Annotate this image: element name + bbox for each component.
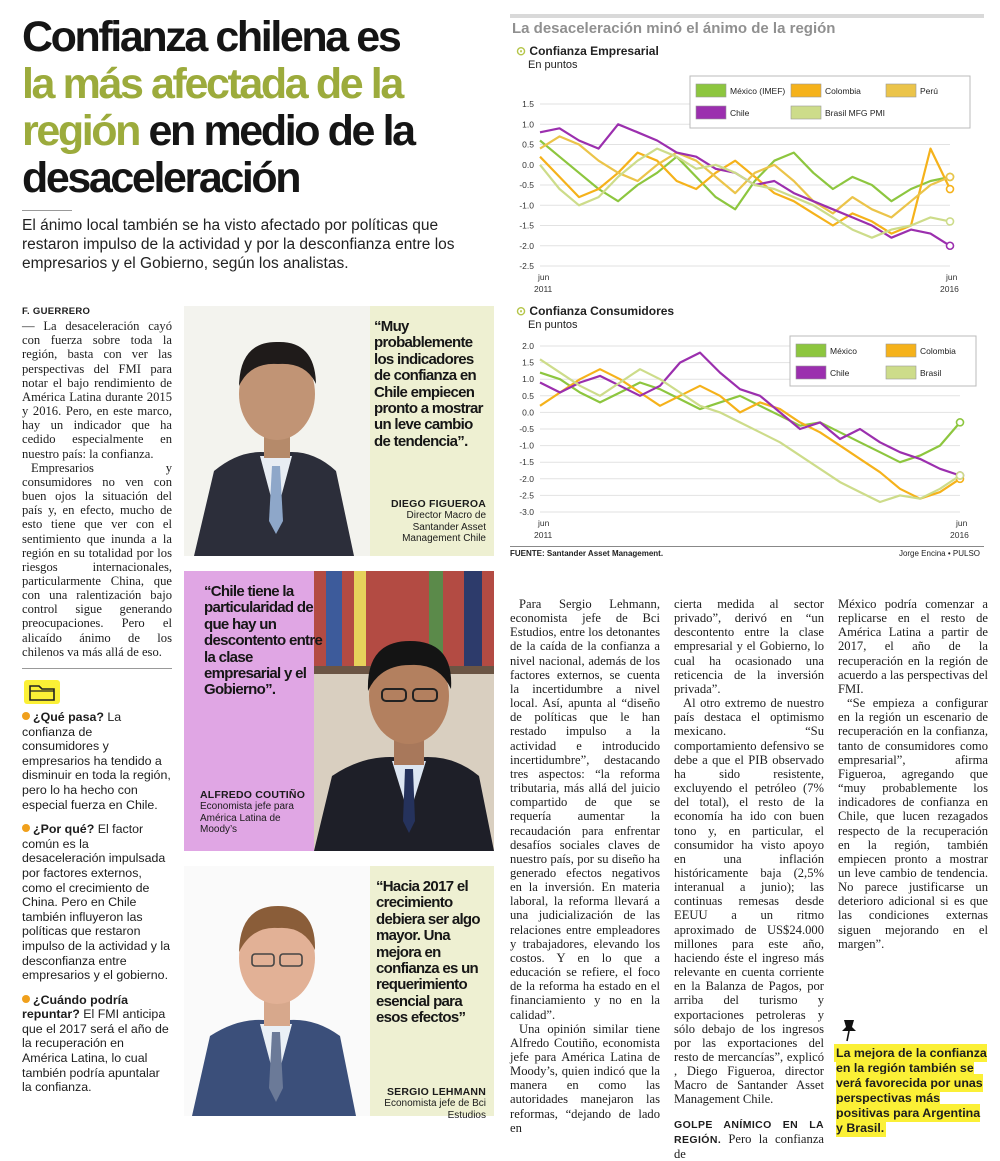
- bullet-icon: [22, 712, 30, 720]
- y-tick-label: -2.5: [519, 490, 534, 501]
- legend-label: Chile: [730, 108, 750, 118]
- y-tick-label: 0.5: [522, 139, 534, 150]
- legend-label: México: [830, 346, 857, 356]
- y-tick-label: -2.0: [519, 240, 534, 251]
- portrait-lehmann: [184, 866, 370, 1116]
- legend-label: Colombia: [825, 86, 861, 96]
- paragraph: GOLPE ANÍMICO EN LA REGIÓN. Pero la confianza de: [674, 1118, 824, 1161]
- legend-label: Colombia: [920, 346, 956, 356]
- headline-highlight: la más afectada de la región: [22, 60, 402, 155]
- paragraph: México podría comenzar a replicarse en el resto de América Latina a partir de 2017, el año de la recuperación en la región de acuerdo a las perspectivas del FMI.: [838, 597, 988, 696]
- x-tick-label: jun: [538, 272, 550, 282]
- y-tick-label: -3.0: [519, 507, 534, 517]
- deck: El ánimo local también se ha visto afectado por políticas que restaron impulso de la actividad y por la desconfianza entre los empresarios y el Gobierno, según los analistas.: [22, 217, 455, 272]
- legend-flag-icon: [886, 84, 916, 97]
- quote-box-coutino: [184, 571, 494, 851]
- bullet-icon: [22, 995, 30, 1003]
- series-line-mexico: [540, 141, 950, 210]
- legend-flag-icon: [791, 84, 821, 97]
- chart-unit: En puntos: [528, 319, 578, 331]
- y-tick-label: -0.5: [519, 424, 534, 434]
- chart-main-title: La desaceleración minó el ánimo de la región: [512, 20, 836, 37]
- quote-role: Economista jefe de Bci Estudios: [384, 1098, 486, 1121]
- legend-flag-icon: [886, 344, 916, 357]
- paragraph: cierta medida al sector privado”, derivó en “un descontento entre la clase empresarial y el Gobierno, lo cual ha ocasionado una reticencia de la inversión privada”.: [674, 597, 824, 696]
- chart-source: FUENTE: Santander Asset Management.: [510, 549, 664, 558]
- headline-part1: Confianza chilena es: [22, 13, 400, 61]
- y-tick-label: 0.5: [522, 390, 534, 401]
- folder-icon: [24, 680, 60, 704]
- chart-empresarial: [510, 72, 984, 304]
- legend-flag-icon: [696, 106, 726, 119]
- quote-role: Director Macro de Santander Asset Management Chile: [402, 510, 486, 544]
- paragraph: Para Sergio Lehmann, economista jefe de Bci Estudios, entre los detonantes de la caída de la confianza a nivel nacional, además de los factores externos, se cuenta la incertidumbre a nivel local. Así, apunta al “diseño de políticas que le han restado impulso a la actividad e introducido incertidumbre”, destacando tres aspectos: “la reforma tributaria, más allá del juicio compartido de que se requería aumentar la recaudación para enfrentar desafíos sociales claves de nuestro país, por su diseño ha generado efectos negativos en la inversión. En materia laboral, la reforma llevará a una judicialización de las relaciones entre empleadores y trabajadores, elevando los costos. Y en lo que a educación se refiere, el foco de la reforma ha estado en el financiamiento y no en la calidad”.: [510, 597, 660, 1022]
- folder-icon-bg: [24, 680, 60, 704]
- y-tick-label: 2.0: [522, 341, 534, 351]
- chart-top-bar: [510, 14, 984, 18]
- x-tick-label: jun: [956, 518, 968, 528]
- article-column-3: [510, 597, 660, 1135]
- legend-label: Chile: [830, 368, 850, 378]
- y-tick-label: -2.5: [519, 261, 534, 271]
- legend-label: Perú: [920, 86, 938, 96]
- sidebar-item: ¿Cuándo podría repuntar? El FMI anticipa que el 2017 será el año de la recuperación en América Latina, lo cual también podría apuntalar la confianza.: [22, 992, 169, 1095]
- series-end-marker: [947, 186, 954, 193]
- chart-unit: En puntos: [528, 59, 578, 71]
- x-tick-label: 2016: [940, 284, 959, 294]
- y-tick-label: 1.5: [522, 99, 534, 109]
- quote-box-lehmann: [184, 866, 494, 1121]
- x-tick-label: 2011: [534, 284, 553, 294]
- paragraph: Una opinión similar tiene Alfredo Coutiño, economista jefe para América Latina de Moody’s, quien indicó que la manera en como las autoridades manejaron las reformas, “dejando de lado en: [510, 1021, 660, 1135]
- legend-flag-icon: [796, 344, 826, 357]
- y-tick-label: 1.0: [522, 374, 534, 385]
- series-end-marker: [947, 173, 954, 180]
- chart-title-empresarial: ⊙ Confianza Empresarial: [516, 44, 659, 58]
- y-tick-label: 0.0: [522, 159, 534, 170]
- y-tick-label: -1.0: [519, 440, 534, 451]
- legend-box: [690, 76, 970, 128]
- legend-label: México (IMEF): [730, 86, 786, 96]
- headline-rule: [22, 210, 72, 211]
- paragraph: Empresarios y consumidores no ven con buen ojos la situación del país y, en efecto, mucho de esto tiene que ver con el sentimiento que inunda a la región en su totalidad por los riesgos internacionales, particularmente China, que con una ralentización bajo control sigue generando preocupaciones. Pero el alicaído ánimo de los chilenos va más allá de eso.: [22, 460, 172, 659]
- circle-icon: ⊙: [516, 304, 527, 318]
- quote-name: DIEGO FIGUEROA: [391, 498, 486, 510]
- highlight-text: La mejora de la confianza en la región también se verá favorecida por unas perspectivas más positivas para Argentina y Brasil.: [836, 1046, 987, 1135]
- x-tick-label: 2016: [950, 530, 969, 540]
- quote-text: “Muy probablemente los indicadores de confianza en Chile empiecen pronto a mostrar un leve cambio de tendencia”.: [374, 318, 483, 450]
- legend-flag-icon: [886, 366, 916, 379]
- y-tick-label: -0.5: [519, 180, 534, 190]
- bullet-icon: [22, 824, 30, 832]
- legend-flag-icon: [696, 84, 726, 97]
- chart-credit: Jorge Encina • PULSO: [898, 549, 980, 558]
- chart-area: [510, 14, 984, 564]
- y-tick-label: 0.0: [522, 407, 534, 418]
- legend-label: Brasil: [920, 368, 942, 378]
- quote-name: ALFREDO COUTIÑO: [200, 789, 306, 801]
- y-tick-label: -1.5: [519, 220, 534, 231]
- y-tick-label: -2.0: [519, 473, 534, 484]
- y-tick-label: -1.5: [519, 457, 534, 468]
- sidebar-item: ¿Por qué? El factor común es la desaceleración impulsada por factores externos, como el crecimiento de China. Pero en Chile también influyeron las políticas que restaron impulso de la actividad y la desconfianza entre empresarios y el gobierno.: [22, 822, 171, 983]
- quote-name: SERGIO LEHMANN: [386, 1086, 486, 1098]
- sidebar-rule: [22, 668, 172, 669]
- paragraph: “Se empieza a configurar en la región un escenario de recuperación en la confianza, tanto de consumidores como empresarial”, afirma Figueroa, agregando que “muy probablemente los indicadores de confianza en Chile, que lucen rezagados respecto de la recuperación en la región, también empiecen pronto a mostrar un leve cambio de tendencia. No parece justificarse un deterioro adicional si es que las condiciones externas siguen mejorando en el margen”.: [838, 696, 988, 951]
- series-end-marker: [947, 218, 954, 225]
- quote-role: Economista jefe para América Latina de Moody’s: [200, 801, 294, 835]
- quote-text: “Hacia 2017 el crecimiento debiera ser algo mayor. Una mejora en confianza es un requerimiento esencial para esos efectos”: [376, 878, 480, 1027]
- headline: [22, 14, 492, 202]
- byline: F. GUERRERO: [22, 306, 91, 317]
- article-column-1: [22, 305, 172, 659]
- pin-icon: [840, 1018, 858, 1042]
- series-end-marker: [947, 242, 954, 249]
- article-column-4: [674, 597, 824, 1161]
- y-tick-label: -1.0: [519, 200, 534, 211]
- paragraph: — La desaceleración cayó con fuerza sobre toda la región, basta con ver las perspectivas del FMI para notar el bajo rendimiento de América Latina durante 2015 y 2016. Pero, en este marco, hay un indicador que ha cedido especialmente en nuestro país: la confianza.: [22, 319, 172, 461]
- sidebar: [22, 710, 172, 1095]
- y-tick-label: 1.5: [522, 357, 534, 368]
- series-end-marker: [957, 419, 964, 426]
- x-tick-label: 2011: [534, 530, 553, 540]
- paragraph: Al otro extremo de nuestro país destaca el optimismo mexicano. “Su comportamiento defensivo se debe a que el PIB observado ha sido resistente, excluyendo el petróleo (7% del total), el resto de la economía ha ido con buen tono y, en particular, el consumidor ha visto apoyo en una inflación históricamente baja (2,5% interanual a junio); las continuas remesas desde EEUU a un ritmo aproximado de US$24.000 millones para este año, haciendo éste el ingreso más relevante en cuenta corriente en la Balanza de Pagos, por arriba del turismo y exportaciones petroleras y sólo debajo de los ingresos por las exportaciones del resto de mercancías”, explicó , Diego Figueroa, director Macro de Santander Asset Management Chile.: [674, 696, 824, 1107]
- chart-consumidores: [510, 332, 984, 542]
- portrait-figueroa: [184, 306, 370, 556]
- article-column-5: [838, 597, 988, 951]
- legend-label: Brasil MFG PMI: [825, 108, 885, 118]
- x-tick-label: jun: [538, 518, 550, 528]
- circle-icon: ⊙: [516, 44, 527, 58]
- series-end-marker: [957, 472, 964, 479]
- quote-box-figueroa: [184, 306, 494, 556]
- chart-bottom-rule: [510, 546, 984, 547]
- legend-flag-icon: [791, 106, 821, 119]
- headline-part3: en medio de la desaceleración: [22, 107, 414, 202]
- legend-flag-icon: [796, 366, 826, 379]
- highlight-box: [836, 1046, 988, 1136]
- subhead: GOLPE ANÍMICO EN LA REGIÓN.: [674, 1118, 824, 1146]
- x-tick-label: jun: [946, 272, 958, 282]
- portrait-coutino: [314, 571, 494, 851]
- y-tick-label: 1.0: [522, 119, 534, 130]
- chart-title-consumidores: ⊙ Confianza Consumidores: [516, 304, 675, 318]
- quote-text: “Chile tiene la particularidad de que hay un descontento entre la clase empresarial y el Gobierno”.: [204, 583, 323, 699]
- sidebar-item: ¿Qué pasa? La confianza de consumidores y empresarios ha tendido a disminuir en toda la región, pero lo ha hecho con especial fuerza en Chile.: [22, 710, 171, 812]
